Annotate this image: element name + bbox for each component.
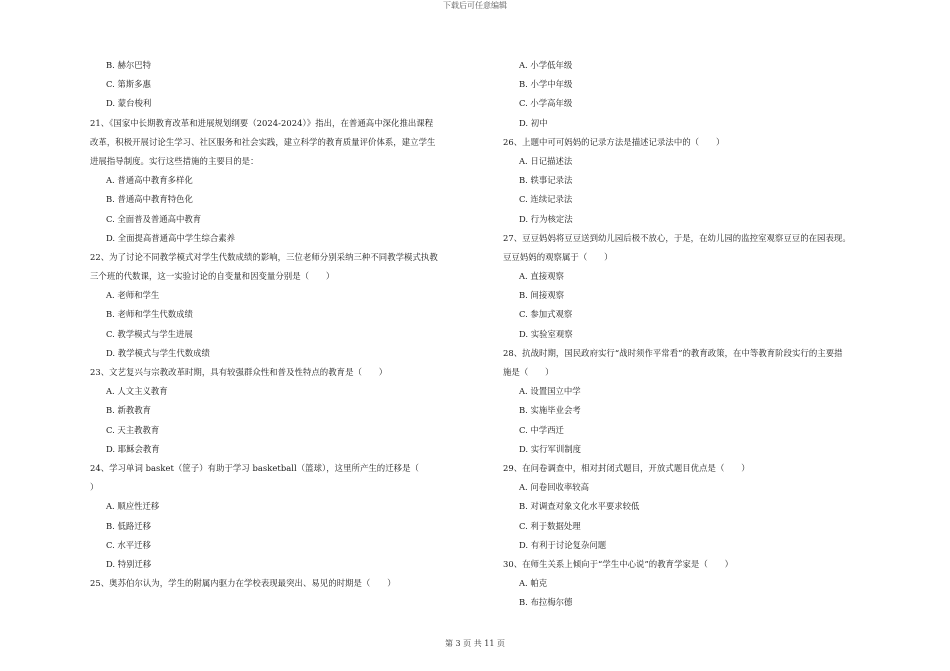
answer-option: A. 帕克 <box>519 578 548 589</box>
answer-option: B. 布拉梅尔德 <box>519 597 573 608</box>
answer-option: D. 特别迁移 <box>106 558 152 569</box>
question-text: 施是（ ） <box>503 367 554 377</box>
question-text: 27、豆豆妈妈将豆豆送到幼儿园后极不放心，于是，在幼儿园的监控室观察豆豆的在园表现。 <box>503 232 851 243</box>
answer-option: B. 老师和学生代数成绩 <box>106 309 193 320</box>
answer-option: C. 中学西迁 <box>519 424 564 435</box>
question-text: 24、学习单词 basket（筐子）有助于学习 basketball（篮球），这里所产生的迁移是（ <box>90 462 419 473</box>
question-text: 进展指导制度。实行这些措施的主要目的是： <box>90 155 259 166</box>
answer-option: C. 小学高年级 <box>519 98 573 109</box>
answer-option: D. 耶稣会教育 <box>106 443 160 454</box>
answer-option: C. 参加式观察 <box>519 309 573 320</box>
question-text: 25、奥苏伯尔认为，学生的附属内驱力在学校表现最突出、易见的时期是（ ） <box>90 578 396 589</box>
answer-option: B. 赫尔巴特 <box>106 60 151 70</box>
answer-option: D. 初中 <box>519 117 548 128</box>
right-column <box>503 56 903 612</box>
question-text: 21、《国家中长期教育改革和进展规划纲要（2024-2024）》指出，在普通高中深化推出课程 <box>90 117 434 128</box>
answer-option: C. 利于数据处理 <box>519 520 581 531</box>
answer-option: C. 天主教教育 <box>106 424 160 435</box>
question-text: 豆豆妈妈的观察属于（ ） <box>503 251 613 262</box>
question-text: 30、在师生关系上倾向于“学生中心说”的教育学家是（ ） <box>503 558 734 569</box>
answer-option: A. 设置国立中学 <box>519 386 581 397</box>
answer-option: D. 实行军训制度 <box>519 443 581 454</box>
answer-option: A. 顺应性迁移 <box>106 501 160 512</box>
question-text: 改革，积极开展讨论生学习、社区服务和社会实践，建立科学的教育质量评价体系，建立学生 <box>90 136 436 147</box>
answer-option: A. 问卷回收率较高 <box>519 482 589 493</box>
left-column <box>90 56 486 593</box>
answer-option: B. 轶事记录法 <box>519 175 573 186</box>
answer-option: A. 人文主义教育 <box>106 386 168 397</box>
answer-option: C. 水平迁移 <box>106 539 151 550</box>
answer-option: D. 实验室观察 <box>519 328 573 339</box>
question-text: 三个班的代数课，这一实验讨论的自变量和因变量分别是（ ） <box>90 271 335 282</box>
answer-option: D. 有利于讨论复杂问题 <box>519 539 607 550</box>
answer-option: B. 对调查对象文化水平要求较低 <box>519 501 640 512</box>
question-text: 28、抗战时期，国民政府实行“战时须作平常看”的教育政策，在中等教育阶段实行的主要措 <box>503 347 843 358</box>
question-text: 29、在问卷调查中，相对封闭式题目，开放式题目优点是（ ） <box>503 462 750 473</box>
answer-option: B. 小学中年级 <box>519 79 573 90</box>
answer-option: B. 低路迁移 <box>106 520 151 531</box>
answer-option: C. 全面普及普通高中教育 <box>106 213 202 224</box>
answer-option: D. 蒙台梭利 <box>106 98 152 109</box>
question-text: 22、为了讨论不同教学模式对学生代数成绩的影响，三位老师分别采纳三种不同教学模式执教 <box>90 251 438 262</box>
answer-option: B. 普通高中教育特色化 <box>106 194 193 205</box>
answer-option: B. 实施毕业会考 <box>519 405 581 416</box>
page-footer: 第 3 页 共 11 页 <box>445 639 505 648</box>
page-header: 下载后可任意编辑 <box>443 1 507 10</box>
answer-option: B. 新教教育 <box>106 405 151 416</box>
answer-option: A. 日记描述法 <box>519 155 573 166</box>
answer-option: C. 教学模式与学生进展 <box>106 328 193 339</box>
answer-option: B. 间接观察 <box>519 290 564 301</box>
answer-option: A. 小学低年级 <box>519 60 573 70</box>
answer-option: D. 全面提高普通高中学生综合素养 <box>106 232 235 243</box>
answer-option: A. 直接观察 <box>519 271 564 282</box>
answer-option: A. 老师和学生 <box>106 290 160 301</box>
question-text: ） <box>90 482 99 493</box>
question-text: 26、上题中可可妈妈的记录方法是描述记录法中的（ ） <box>503 136 725 147</box>
answer-option: D. 行为核定法 <box>519 213 573 224</box>
answer-option: D. 教学模式与学生代数成绩 <box>106 347 210 358</box>
answer-option: A. 普通高中教育多样化 <box>106 175 193 186</box>
question-text: 23、文艺复兴与宗教改革时期，具有较强群众性和普及性特点的教育是（ ） <box>90 367 388 377</box>
answer-option: C. 第斯多惠 <box>106 79 151 90</box>
answer-option: C. 连续记录法 <box>519 194 573 205</box>
